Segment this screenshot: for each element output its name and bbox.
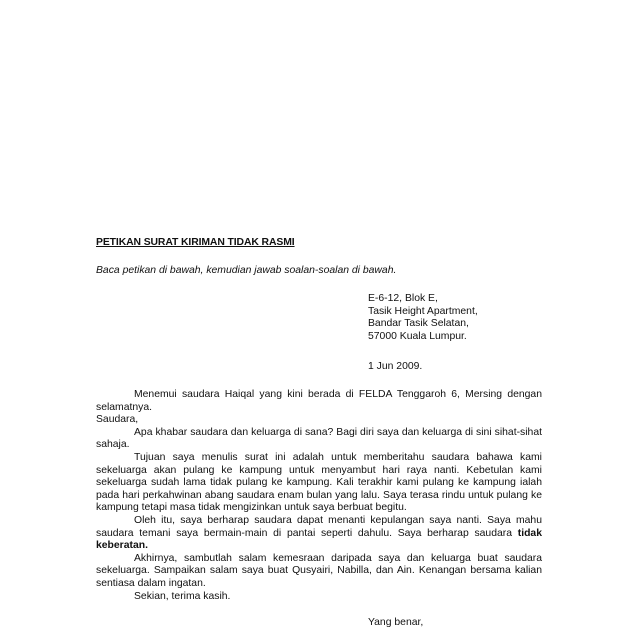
paragraph-1: Apa khabar saudara dan keluarga di sana? Bagi diri saya dan keluarga di sini sihat-sihat sahaja. (96, 426, 542, 451)
salutation: Saudara, (96, 414, 139, 426)
paragraph-3 (96, 515, 542, 553)
signoff: Yang benar, (368, 617, 424, 628)
opening-paragraph: Menemui saudara Haiqal yang kini berada di FELDA Tenggaroh 6, Mersing dengan selamatnya. (96, 389, 542, 413)
letter-body (96, 389, 542, 603)
paragraph-3-text: Oleh itu, saya berharap saudara dapat menanti kepulangan saya nanti. Saya mahu saudara temani saya bermain-main di pantai seperti dahulu. Saya berharap saudara (96, 514, 542, 539)
paragraph-2: Tujuan saya menulis surat ini adalah untuk memberitahu saudara bahawa kami sekeluarga akan pulang ke kampung untuk menyambut hari raya nanti. Kebetulan kami sekeluarga sudah lama tidak pulang ke kampung. Kali terakhir kami pulang ke kampung ialah pada hari perkahwinan abang saudara enam bulan yang lalu. Saya terasa rindu untuk pulang ke kampung tetapi masa tidak mengizinkan untuk saya berbuat begitu. (96, 451, 542, 514)
address-line: Tasik Height Apartment, (368, 305, 478, 317)
address-line: Bandar Tasik Selatan, (368, 318, 469, 330)
address-line: 57000 Kuala Lumpur. (368, 330, 467, 342)
paragraph-3-bold: tidak keberatan. (96, 527, 542, 552)
address-line: E-6-12, Blok E, (368, 293, 438, 304)
instruction-text: Baca petikan di bawah, kemudian jawab soalan-soalan di bawah. (96, 265, 397, 276)
document-heading: PETIKAN SURAT KIRIMAN TIDAK RASMI (96, 237, 295, 248)
paragraph-5: Sekian, terima kasih. (134, 590, 231, 602)
paragraph-4: Akhirnya, sambutlah salam kemesraan daripada saya dan keluarga buat saudara sekeluarga. Sampaikan salam saya buat Qusyairi, Nabilla, dan Ain. Kenangan bersama kalian sentiasa dalam ingatan. (96, 552, 542, 589)
sender-address (368, 293, 478, 343)
letter-date: 1 Jun 2009. (368, 361, 423, 372)
